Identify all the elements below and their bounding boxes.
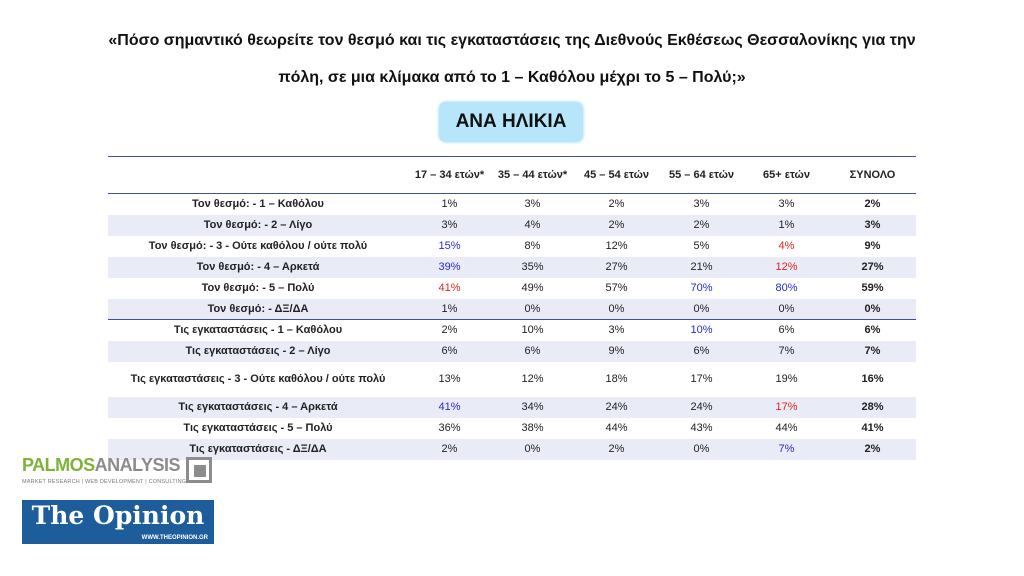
the-opinion-logo — [22, 500, 214, 544]
value-cell: 18% — [605, 373, 628, 385]
value-cell: 12% — [521, 373, 544, 385]
total-cell: 3% — [864, 219, 881, 231]
value-cell: 2% — [608, 443, 625, 455]
page-title — [40, 22, 984, 96]
value-cell: 6% — [693, 345, 710, 357]
value-cell: 2% — [441, 443, 458, 455]
value-cell: 10% — [690, 324, 713, 337]
value-cell: 35% — [521, 261, 544, 273]
title-line-1: «Πόσο σημαντικό θεωρείτε τον θεσμό και τις εγκαταστάσεις της Διεθνούς Εκθέσεως Θεσσαλονίκης για την — [108, 32, 916, 49]
total-cell: 6% — [864, 324, 881, 337]
value-cell: 17% — [775, 401, 798, 413]
value-cell: 24% — [605, 401, 628, 413]
value-cell: 4% — [524, 219, 541, 231]
value-cell: 34% — [521, 401, 544, 413]
value-cell: 2% — [441, 324, 458, 337]
value-cell: 57% — [605, 282, 628, 294]
table-row — [108, 257, 916, 278]
value-cell: 3% — [778, 198, 795, 211]
table-header-row — [108, 157, 916, 194]
logo-mark-icon — [194, 465, 206, 477]
total-cell: 0% — [829, 299, 916, 320]
table-row — [108, 236, 916, 257]
value-cell: 5% — [693, 240, 710, 252]
age-badge: ΑΝΑ ΗΛΙΚΙΑ — [439, 102, 583, 142]
value-cell: 3% — [693, 198, 710, 211]
row-label: Τον θεσμό: - 2 – Λίγο — [203, 219, 313, 231]
logo-text: The Opinion — [31, 501, 205, 530]
header-cell: 35 – 44 ετών* — [491, 157, 574, 194]
table-row — [108, 278, 916, 299]
value-cell: 7% — [778, 443, 795, 455]
value-cell: 4% — [778, 240, 795, 252]
total-cell: 27% — [861, 261, 884, 273]
title-line-2: πόλη, σε μια κλίμακα από το 1 – Καθόλου μέχρι το 5 – Πολύ;» — [278, 69, 746, 86]
header-cell: 45 – 54 ετών — [574, 157, 659, 194]
header-cell: 55 – 64 ετών — [659, 157, 744, 194]
value-cell: 10% — [521, 324, 544, 337]
table-row — [108, 341, 916, 362]
value-cell: 15% — [438, 240, 461, 252]
value-cell: 2% — [693, 219, 710, 231]
value-cell: 3% — [441, 219, 458, 231]
value-cell: 2% — [608, 219, 625, 231]
table-row — [108, 299, 916, 320]
value-cell: 44% — [775, 422, 798, 434]
logo-text: PALMOS — [22, 455, 95, 475]
value-cell: 1% — [778, 219, 795, 231]
value-cell: 3% — [608, 324, 625, 337]
row-label: Τις εγκαταστάσεις - 2 – Λίγο — [185, 345, 331, 357]
value-cell: 6% — [441, 345, 458, 357]
row-label: Τον θεσμό: - 4 – Αρκετά — [196, 261, 320, 273]
value-cell: 2% — [608, 198, 625, 211]
value-cell: 6% — [524, 345, 541, 357]
value-cell: 0% — [524, 443, 541, 455]
total-cell: 7% — [864, 345, 881, 357]
total-cell: 16% — [861, 373, 884, 385]
table-row — [108, 397, 916, 418]
value-cell: 19% — [775, 373, 798, 385]
value-cell: 12% — [775, 261, 798, 273]
value-cell: 7% — [778, 345, 795, 357]
total-cell: 2% — [864, 198, 881, 211]
value-cell: 12% — [605, 240, 628, 252]
logo-url: WWW.THEOPINION.GR — [141, 535, 208, 541]
value-cell: 1% — [441, 198, 458, 211]
total-cell: 41% — [861, 422, 884, 434]
logo-subtitle: MARKET RESEARCH | WEB DEVELOPMENT | CONSULTING — [22, 479, 187, 485]
header-cell: 65+ ετών — [744, 157, 829, 194]
value-cell: 0% — [659, 299, 744, 320]
row-label: Τις εγκαταστάσεις - 1 – Καθόλου — [173, 324, 343, 337]
value-cell: 36% — [438, 422, 461, 434]
header-cell — [108, 157, 408, 194]
row-label: Τις εγκαταστάσεις - ΔΞ/ΔΑ — [189, 443, 327, 455]
value-cell: 27% — [605, 261, 628, 273]
value-cell: 13% — [438, 373, 461, 385]
value-cell: 43% — [690, 422, 713, 434]
row-label: Τον θεσμό: - 5 – Πολύ — [201, 282, 315, 294]
total-cell: 9% — [864, 240, 881, 252]
row-label: Τον θεσμό: - ΔΞ/ΔΑ — [108, 299, 408, 320]
results-table — [108, 156, 916, 460]
value-cell: 80% — [775, 282, 798, 294]
value-cell: 8% — [524, 240, 541, 252]
table-row — [108, 362, 916, 397]
total-cell: 2% — [864, 443, 881, 455]
value-cell: 38% — [521, 422, 544, 434]
total-cell: 28% — [861, 401, 884, 413]
value-cell: 17% — [690, 373, 713, 385]
value-cell: 49% — [521, 282, 544, 294]
row-label: Τις εγκαταστάσεις - 4 – Αρκετά — [178, 401, 338, 413]
value-cell: 0% — [744, 299, 829, 320]
value-cell: 3% — [524, 198, 541, 211]
header-cell: 17 – 34 ετών* — [408, 157, 491, 194]
row-label: Τον θεσμό: - 3 - Ούτε καθόλου / ούτε πολύ — [148, 240, 368, 252]
table-row — [108, 194, 916, 215]
row-label: Τις εγκαταστάσεις - 5 – Πολύ — [183, 422, 333, 434]
value-cell: 0% — [574, 299, 659, 320]
value-cell: 9% — [608, 345, 625, 357]
table-row — [108, 418, 916, 439]
value-cell: 1% — [408, 299, 491, 320]
value-cell: 41% — [438, 282, 461, 294]
header-cell: ΣΥΝΟΛΟ — [829, 157, 916, 194]
value-cell: 44% — [605, 422, 628, 434]
value-cell: 24% — [690, 401, 713, 413]
row-label: Τις εγκαταστάσεις - 3 - Ούτε καθόλου / ούτε πολύ — [130, 373, 386, 385]
value-cell: 0% — [693, 443, 710, 455]
value-cell: 0% — [491, 299, 574, 320]
table-row — [108, 215, 916, 236]
total-cell: 59% — [861, 282, 884, 294]
value-cell: 41% — [438, 401, 461, 413]
table-body — [108, 194, 916, 460]
row-label: Τον θεσμό: - 1 – Καθόλου — [192, 198, 324, 211]
value-cell: 70% — [690, 282, 713, 294]
value-cell: 6% — [778, 324, 795, 337]
logo-text: ANALYSIS — [94, 455, 181, 475]
table-row — [108, 320, 916, 341]
value-cell: 21% — [690, 261, 713, 273]
table-row — [108, 439, 916, 460]
value-cell: 39% — [438, 261, 461, 273]
palmos-analysis-logo — [22, 455, 214, 491]
